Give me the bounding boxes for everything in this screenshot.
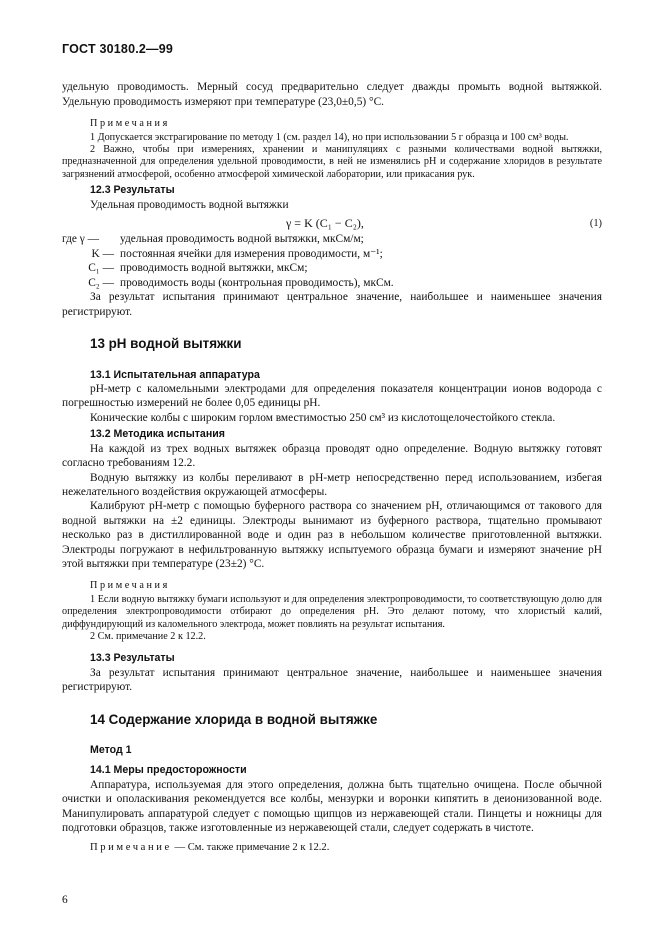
note-1: 1 Если водную вытяжку бумаги используют и для определения электропроводимости, то соответствующую долю для определения электропроводимости отбирают до определения рН. Это делают потому, что хлористый калий, диффундирующий из каломельного электрода, может повлиять на результат испытания.	[62, 593, 602, 630]
final-note-label: Примечание	[90, 842, 172, 854]
where-symbol: C₁ —	[88, 262, 114, 275]
note-2: 2 См. примечание 2 к 12.2.	[90, 630, 206, 642]
where-symbol: K —	[91, 247, 114, 260]
method-1-title: Метод 1	[90, 744, 132, 756]
section-13-title: 13 рН водной вытяжки	[90, 336, 242, 352]
section-14-title: 14 Содержание хлорида в водной вытяжке	[90, 711, 378, 727]
section-13-2-paragraph-3: Калибруют рН-метр с помощью буферного раствора со значением рН, отличающимся от такового для водной вытяжки на ±2 единицы. Электроды вынимают из буферного раствора, тщательно промывают несколько раз в дистиллированной воде и один раз в небольшом количестве приготовленной вытяжки. Электроды погружают в нефильтрованную вытяжку испытуемого образца бумаги и измеряют значение рН этой вытяжки при температуре (23±2) °С.	[62, 500, 602, 570]
where-row	[62, 247, 602, 262]
section-13-2-paragraph-2: Водную вытяжку из колбы переливают в рН-метр непосредственно перед использованием, избегая нежелательного воздействия окружающей атмосферы.	[62, 471, 602, 498]
formula-row	[62, 214, 602, 232]
formula-number: (1)	[589, 218, 602, 230]
section-13-2-title: 13.2 Методика испытания	[90, 428, 225, 441]
section-13-2-paragraph-1: На каждой из трех водных вытяжек образца проводят одно определение. Водную вытяжку готовят согласно требованиям 12.2.	[62, 442, 602, 470]
where-description: удельная проводимость водной вытяжки, мкСм/м;	[120, 233, 364, 246]
where-description: постоянная ячейки для измерения проводимости, м⁻¹;	[120, 247, 383, 260]
where-row	[62, 232, 602, 247]
section-12-3-paragraph: Удельная проводимость водной вытяжки	[90, 198, 289, 211]
final-note-text: — См. также примечание 2 к 12.2.	[171, 842, 330, 854]
section-13-1-paragraph-1: рН-метр с каломельными электродами для определения показателя концентрации ионов водорода с погрешностью измерений не более 0,05 единицы рН.	[62, 383, 602, 410]
formula: γ = K (C₁ − C₂),	[286, 216, 364, 231]
where-row	[62, 261, 602, 276]
section-13-3-paragraph: За результат испытания принимают центральное значение, наибольшее и наименьшее значения регистрируют.	[62, 666, 602, 694]
where-description: проводимость воды (контрольная проводимость), мкСм.	[120, 276, 394, 289]
intro-paragraph: удельную проводимость. Мерный сосуд предварительно следует дважды промыть водной вытяжкой. Удельную проводимость измеряют при температуре (23,0±0,5) °С.	[62, 81, 602, 108]
document-page	[62, 42, 602, 856]
section-12-3-result: За результат испытания принимают центральное значение, наибольшее и наименьшее значения регистрируют.	[62, 291, 602, 318]
note-1: 1 Допускается экстрагирование по методу 1 (см. раздел 14), но при использовании 5 г образца и 100 см³ воды.	[90, 131, 569, 143]
note-2: 2 Важно, чтобы при измерениях, хранении и манипуляциях с разными количествами водной вытяжки, предназначенной для определения удельной проводимости, в ней не изменялись рН и содержание хлоридов в результате загрязнений атмосферой, особенно атмосферой химической лаборатории, или прикасания рук.	[62, 144, 602, 180]
final-note	[62, 841, 602, 855]
section-13-1-paragraph-2: Конические колбы с широким горлом вместимостью 250 см³ из кислотощелочестойкого стекла.	[90, 411, 556, 424]
section-13-1-title: 13.1 Испытательная аппаратура	[90, 368, 260, 381]
notes-heading: Примечания	[90, 118, 170, 130]
document-header: ГОСТ 30180.2—99	[62, 42, 174, 56]
section-14-1-paragraph: Аппаратура, используемая для этого определения, должна быть тщательно очищена. После обычной очистки и ополаскивания рекомендуется все колбы, мензурки и воронки кипятить в деионизованной воде. Манипулировать аппаратурой следует с помощью щипцов из нержавеющей стали. Пинцеты и ножницы для подготовки образцов, также изготовленные из нержавеющей стали, следует содержать в чистоте.	[62, 778, 602, 835]
section-14-1-title: 14.1 Меры предосторожности	[90, 764, 247, 777]
where-symbol: где γ —	[62, 233, 100, 246]
section-13-3-title: 13.3 Результаты	[90, 652, 175, 665]
where-row	[62, 276, 602, 291]
where-symbol: C₂ —	[88, 276, 114, 289]
page-number: 6	[62, 894, 68, 906]
section-12-3-title: 12.3 Результаты	[90, 184, 175, 197]
notes-heading: Примечания	[90, 580, 170, 592]
where-description: проводимость водной вытяжки, мкСм;	[120, 262, 308, 275]
